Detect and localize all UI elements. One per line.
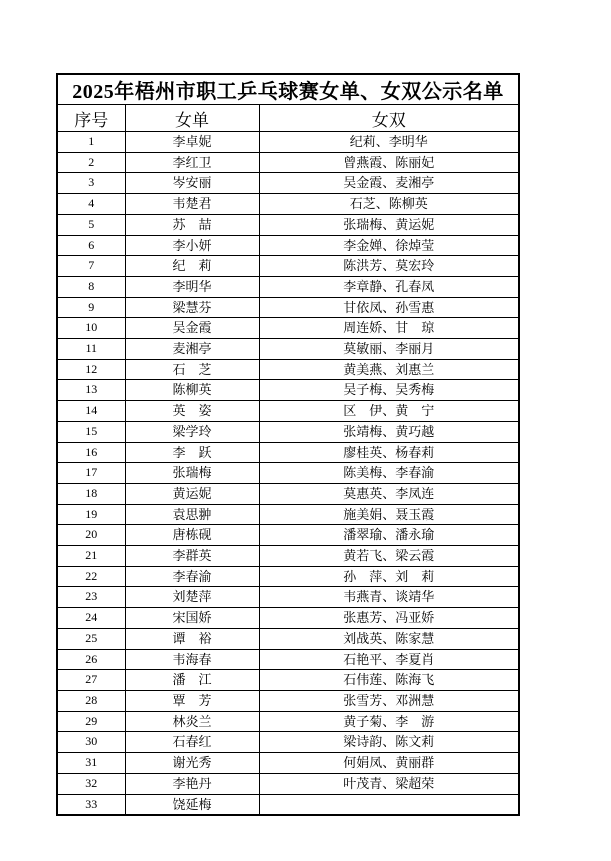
cell-doubles: 莫惠英、李凤连 bbox=[259, 483, 519, 504]
table-row bbox=[57, 628, 519, 649]
cell-doubles: 张雪芳、邓洲慧 bbox=[259, 690, 519, 711]
cell-singles: 麦湘亭 bbox=[125, 339, 259, 360]
title-row bbox=[57, 74, 519, 105]
roster-table bbox=[56, 73, 520, 816]
cell-doubles: 廖桂英、杨春莉 bbox=[259, 442, 519, 463]
table-row bbox=[57, 463, 519, 484]
cell-doubles: 吴金霞、麦湘亭 bbox=[259, 173, 519, 194]
cell-singles: 刘楚萍 bbox=[125, 587, 259, 608]
cell-no: 25 bbox=[57, 628, 125, 649]
cell-singles: 李春渝 bbox=[125, 566, 259, 587]
cell-singles: 纪 莉 bbox=[125, 256, 259, 277]
header-row bbox=[57, 105, 519, 132]
table-body bbox=[57, 132, 519, 816]
cell-singles: 李艳丹 bbox=[125, 773, 259, 794]
cell-no: 9 bbox=[57, 297, 125, 318]
cell-doubles: 潘翠瑜、潘永瑜 bbox=[259, 525, 519, 546]
table-row bbox=[57, 442, 519, 463]
cell-doubles: 陈美梅、李春渝 bbox=[259, 463, 519, 484]
table-row bbox=[57, 649, 519, 670]
table-row bbox=[57, 297, 519, 318]
cell-no: 5 bbox=[57, 214, 125, 235]
table-row bbox=[57, 546, 519, 567]
cell-doubles: 石艳平、李夏肖 bbox=[259, 649, 519, 670]
cell-singles: 英 姿 bbox=[125, 401, 259, 422]
cell-singles: 黄运妮 bbox=[125, 483, 259, 504]
cell-singles: 潘 江 bbox=[125, 670, 259, 691]
cell-no: 19 bbox=[57, 504, 125, 525]
cell-doubles: 莫敏丽、李丽月 bbox=[259, 339, 519, 360]
table-row bbox=[57, 339, 519, 360]
cell-doubles: 梁诗韵、陈文莉 bbox=[259, 732, 519, 753]
table-row bbox=[57, 173, 519, 194]
cell-no: 33 bbox=[57, 794, 125, 815]
table-row bbox=[57, 504, 519, 525]
table-row bbox=[57, 732, 519, 753]
table-row bbox=[57, 235, 519, 256]
table-row bbox=[57, 608, 519, 629]
cell-singles: 梁学玲 bbox=[125, 421, 259, 442]
cell-no: 8 bbox=[57, 276, 125, 297]
cell-singles: 李群英 bbox=[125, 546, 259, 567]
cell-doubles: 何娟凤、黄丽群 bbox=[259, 753, 519, 774]
table-row bbox=[57, 359, 519, 380]
cell-no: 29 bbox=[57, 711, 125, 732]
cell-no: 32 bbox=[57, 773, 125, 794]
cell-singles: 石 芝 bbox=[125, 359, 259, 380]
table-row bbox=[57, 380, 519, 401]
table-row bbox=[57, 587, 519, 608]
cell-no: 10 bbox=[57, 318, 125, 339]
cell-doubles: 甘依凤、孙雪惠 bbox=[259, 297, 519, 318]
cell-no: 14 bbox=[57, 401, 125, 422]
cell-doubles: 黄子菊、李 游 bbox=[259, 711, 519, 732]
cell-no: 1 bbox=[57, 132, 125, 153]
table-title: 2025年梧州市职工乒乓球赛女单、女双公示名单 bbox=[57, 74, 519, 105]
table-row bbox=[57, 566, 519, 587]
cell-no: 13 bbox=[57, 380, 125, 401]
table-row bbox=[57, 152, 519, 173]
table-row bbox=[57, 276, 519, 297]
cell-doubles: 周连娇、甘 琼 bbox=[259, 318, 519, 339]
table-row bbox=[57, 256, 519, 277]
cell-no: 23 bbox=[57, 587, 125, 608]
cell-doubles: 吴子梅、吴秀梅 bbox=[259, 380, 519, 401]
cell-doubles: 刘战英、陈家慧 bbox=[259, 628, 519, 649]
cell-doubles: 黄美燕、刘惠兰 bbox=[259, 359, 519, 380]
cell-no: 11 bbox=[57, 339, 125, 360]
cell-singles: 唐栋砚 bbox=[125, 525, 259, 546]
cell-doubles bbox=[259, 794, 519, 815]
cell-doubles: 张惠芳、冯亚娇 bbox=[259, 608, 519, 629]
cell-singles: 林炎兰 bbox=[125, 711, 259, 732]
table-row bbox=[57, 421, 519, 442]
cell-singles: 李 跃 bbox=[125, 442, 259, 463]
cell-doubles: 石伟莲、陈海飞 bbox=[259, 670, 519, 691]
cell-singles: 宋国娇 bbox=[125, 608, 259, 629]
cell-singles: 梁慧芬 bbox=[125, 297, 259, 318]
cell-no: 24 bbox=[57, 608, 125, 629]
cell-no: 4 bbox=[57, 194, 125, 215]
cell-doubles: 叶茂青、梁超荣 bbox=[259, 773, 519, 794]
cell-singles: 谢光秀 bbox=[125, 753, 259, 774]
cell-singles: 饶延梅 bbox=[125, 794, 259, 815]
cell-no: 30 bbox=[57, 732, 125, 753]
table-row bbox=[57, 753, 519, 774]
cell-no: 31 bbox=[57, 753, 125, 774]
cell-singles: 陈柳英 bbox=[125, 380, 259, 401]
cell-singles: 袁思翀 bbox=[125, 504, 259, 525]
cell-singles: 李明华 bbox=[125, 276, 259, 297]
cell-no: 26 bbox=[57, 649, 125, 670]
cell-singles: 李卓妮 bbox=[125, 132, 259, 153]
table-row bbox=[57, 711, 519, 732]
col-header-doubles: 女双 bbox=[259, 105, 519, 132]
cell-no: 2 bbox=[57, 152, 125, 173]
table-row bbox=[57, 794, 519, 815]
cell-no: 6 bbox=[57, 235, 125, 256]
cell-singles: 张瑞梅 bbox=[125, 463, 259, 484]
table-row bbox=[57, 690, 519, 711]
cell-singles: 石春红 bbox=[125, 732, 259, 753]
cell-singles: 韦楚君 bbox=[125, 194, 259, 215]
cell-no: 7 bbox=[57, 256, 125, 277]
cell-no: 12 bbox=[57, 359, 125, 380]
table-row bbox=[57, 401, 519, 422]
col-header-singles: 女单 bbox=[125, 105, 259, 132]
cell-doubles: 陈洪芳、莫宏玲 bbox=[259, 256, 519, 277]
cell-no: 28 bbox=[57, 690, 125, 711]
cell-doubles: 区 伊、黄 宁 bbox=[259, 401, 519, 422]
cell-no: 22 bbox=[57, 566, 125, 587]
cell-doubles: 施美娟、聂玉霞 bbox=[259, 504, 519, 525]
table-row bbox=[57, 483, 519, 504]
cell-no: 18 bbox=[57, 483, 125, 504]
cell-doubles: 张瑞梅、黄运妮 bbox=[259, 214, 519, 235]
cell-doubles: 张靖梅、黄巧越 bbox=[259, 421, 519, 442]
cell-no: 20 bbox=[57, 525, 125, 546]
cell-doubles: 石芝、陈柳英 bbox=[259, 194, 519, 215]
cell-no: 27 bbox=[57, 670, 125, 691]
cell-doubles: 纪莉、李明华 bbox=[259, 132, 519, 153]
cell-singles: 李小妍 bbox=[125, 235, 259, 256]
cell-doubles: 曾燕霞、陈丽妃 bbox=[259, 152, 519, 173]
cell-singles: 韦海春 bbox=[125, 649, 259, 670]
cell-singles: 覃 芳 bbox=[125, 690, 259, 711]
cell-no: 17 bbox=[57, 463, 125, 484]
cell-singles: 岑安丽 bbox=[125, 173, 259, 194]
cell-singles: 吴金霞 bbox=[125, 318, 259, 339]
cell-doubles: 李章静、孔春凤 bbox=[259, 276, 519, 297]
cell-no: 16 bbox=[57, 442, 125, 463]
table-row bbox=[57, 214, 519, 235]
table-row bbox=[57, 773, 519, 794]
table-row bbox=[57, 132, 519, 153]
cell-no: 15 bbox=[57, 421, 125, 442]
cell-no: 3 bbox=[57, 173, 125, 194]
table-row bbox=[57, 525, 519, 546]
cell-singles: 李红卫 bbox=[125, 152, 259, 173]
cell-no: 21 bbox=[57, 546, 125, 567]
cell-singles: 苏 喆 bbox=[125, 214, 259, 235]
table-row bbox=[57, 670, 519, 691]
table-row bbox=[57, 194, 519, 215]
cell-doubles: 韦燕青、谈靖华 bbox=[259, 587, 519, 608]
cell-doubles: 李金婵、徐焯莹 bbox=[259, 235, 519, 256]
cell-singles: 谭 裕 bbox=[125, 628, 259, 649]
table-row bbox=[57, 318, 519, 339]
col-header-no: 序号 bbox=[57, 105, 125, 132]
cell-doubles: 孙 萍、刘 莉 bbox=[259, 566, 519, 587]
cell-doubles: 黄若飞、梁云霞 bbox=[259, 546, 519, 567]
